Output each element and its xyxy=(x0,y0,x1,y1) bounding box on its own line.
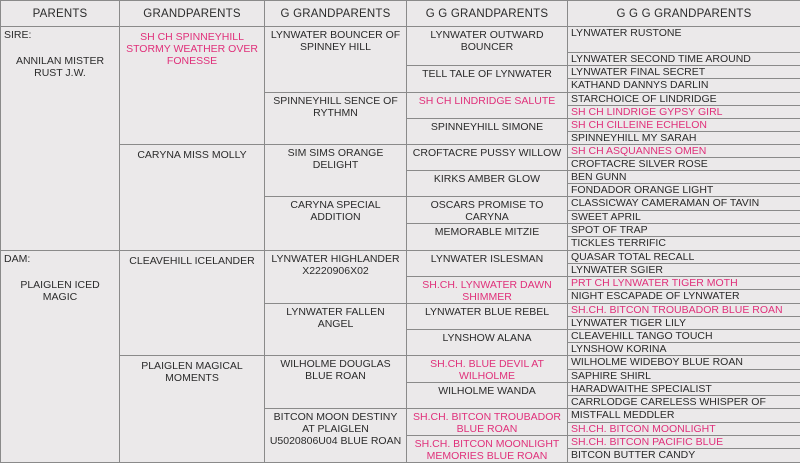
dam-ggg-grandparent-7: CLEAVEHILL TANGO TOUCH xyxy=(568,330,800,343)
dam-ggg-grandparent-16: BITCON BUTTER CANDY xyxy=(568,449,800,463)
sire-g-grandparent-2: SPINNEYHILL SENCE OF RYTHMN xyxy=(265,93,407,145)
sire-gg-grandparent-1: LYNWATER OUTWARD BOUNCER xyxy=(407,27,568,66)
dam-ggg-grandparent-1: QUASAR TOTAL RECALL xyxy=(568,251,800,264)
dam-gg-grandparent-6: WILHOLME WANDA xyxy=(407,383,568,409)
sire-g-grandparent-4: CARYNA SPECIAL ADDITION xyxy=(265,197,407,251)
dam-ggg-grandparent-10: SAPHIRE SHIRL xyxy=(568,369,800,383)
header-ggg-grandparents: G G G GRANDPARENTS xyxy=(568,1,800,27)
dam-name: PLAIGLEN ICED MAGIC xyxy=(4,279,116,303)
sire-ggg-grandparent-3: LYNWATER FINAL SECRET xyxy=(568,66,800,79)
sire-gg-grandparent-7: OSCARS PROMISE TO CARYNA xyxy=(407,197,568,224)
sire-ggg-grandparent-14: SWEET APRIL xyxy=(568,210,800,224)
header-row xyxy=(1,1,800,27)
sire-ggg-grandparent-4: KATHAND DANNYS DARLIN xyxy=(568,79,800,93)
dam-gg-grandparent-5: SH.CH. BLUE DEVIL AT WILHOLME xyxy=(407,356,568,383)
dam-ggg-grandparent-8: LYNSHOW KORINA xyxy=(568,343,800,356)
dam-g-grandparent-1: LYNWATER HIGHLANDER X2220906X02 xyxy=(265,251,407,304)
sire-ggg-grandparent-11: BEN GUNN xyxy=(568,171,800,184)
sire-gg-grandparent-6: KIRKS AMBER GLOW xyxy=(407,171,568,197)
dam-gg-grandparent-2: SH.CH. LYNWATER DAWN SHIMMER xyxy=(407,277,568,304)
sire-ggg-grandparent-1: LYNWATER RUSTONE xyxy=(568,27,800,53)
dam-ggg-grandparent-12: CARRLODGE CARELESS WHISPER OF xyxy=(568,396,800,409)
sire-name: ANNILAN MISTER RUST J.W. xyxy=(4,55,116,79)
sire-ggg-grandparent-6: SH CH LINDRIGE GYPSY GIRL xyxy=(568,106,800,119)
dam-ggg-grandparent-14: SH.CH. BITCON MOONLIGHT xyxy=(568,422,800,436)
dam-ggg-grandparent-9: WILHOLME WIDEBOY BLUE ROAN xyxy=(568,356,800,370)
dam-ggg-grandparent-4: NIGHT ESCAPADE OF LYNWATER xyxy=(568,290,800,304)
dam-ggg-grandparent-6: LYNWATER TIGER LILY xyxy=(568,317,800,330)
sire-label: SIRE: xyxy=(4,29,116,41)
dam-ggg-grandparent-5: SH.CH. BITCON TROUBADOR BLUE ROAN xyxy=(568,304,800,317)
dam-gg-grandparent-1: LYNWATER ISLESMAN xyxy=(407,251,568,277)
header-parents: PARENTS xyxy=(1,1,120,27)
dam-ggg-grandparent-3: PRT CH LYNWATER TIGER MOTH xyxy=(568,277,800,290)
sire-ggg-grandparent-2: LYNWATER SECOND TIME AROUND xyxy=(568,53,800,66)
sire-ggg-grandparent-12: FONDADOR ORANGE LIGHT xyxy=(568,184,800,197)
sire-ggg-grandparent-9: SH CH ASQUANNES OMEN xyxy=(568,145,800,158)
sire-ggg-grandparent-13: CLASSICWAY CAMERAMAN OF TAVIN xyxy=(568,197,800,211)
dam-ggg-grandparent-11: HARADWAITHE SPECIALIST xyxy=(568,383,800,396)
dam-g-grandparent-3: WILHOLME DOUGLAS BLUE ROAN xyxy=(265,356,407,409)
sire-grandparent-2: CARYNA MISS MOLLY xyxy=(120,145,265,251)
sire-ggg-grandparent-16: TICKLES TERRIFIC xyxy=(568,237,800,251)
dam-ggg-grandparent-13: MISTFALL MEDDLER xyxy=(568,409,800,423)
dam-grandparent-2: PLAIGLEN MAGICAL MOMENTS xyxy=(120,356,265,463)
sire-g-grandparent-3: SIM SIMS ORANGE DELIGHT xyxy=(265,145,407,197)
dam-cell xyxy=(1,251,120,463)
sire-ggg-grandparent-15: SPOT OF TRAP xyxy=(568,224,800,237)
dam-gg-grandparent-3: LYNWATER BLUE REBEL xyxy=(407,304,568,330)
sire-gg-grandparent-2: TELL TALE OF LYNWATER xyxy=(407,66,568,93)
dam-grandparent-1: CLEAVEHILL ICELANDER xyxy=(120,251,265,356)
header-grandparents: GRANDPARENTS xyxy=(120,1,265,27)
sire-ggg-grandparent-8: SPINNEYHILL MY SARAH xyxy=(568,132,800,145)
sire-ggg-grandparent-7: SH CH CILLEINE ECHELON xyxy=(568,119,800,132)
dam-ggg-grandparent-15: SH.CH. BITCON PACIFIC BLUE xyxy=(568,436,800,449)
header-g-grandparents: G GRANDPARENTS xyxy=(265,1,407,27)
dam-ggg-grandparent-2: LYNWATER SGIER xyxy=(568,264,800,277)
sire-ggg-grandparent-10: CROFTACRE SILVER ROSE xyxy=(568,158,800,171)
sire-gg-grandparent-4: SPINNEYHILL SIMONE xyxy=(407,119,568,145)
sire-ggg-grandparent-5: STARCHOICE OF LINDRIDGE xyxy=(568,93,800,106)
dam-g-grandparent-4: BITCON MOON DESTINY AT PLAIGLEN U5020806U04 BLUE ROAN xyxy=(265,409,407,463)
sire-gg-grandparent-8: MEMORABLE MITZIE xyxy=(407,224,568,251)
sire-gg-grandparent-3: SH CH LINDRIDGE SALUTE xyxy=(407,93,568,119)
dam-label: DAM: xyxy=(4,253,116,265)
sire-g-grandparent-1: LYNWATER BOUNCER OF SPINNEY HILL xyxy=(265,27,407,93)
dam-gg-grandparent-4: LYNSHOW ALANA xyxy=(407,330,568,356)
dam-gg-grandparent-7: SH.CH. BITCON TROUBADOR BLUE ROAN xyxy=(407,409,568,436)
dam-g-grandparent-2: LYNWATER FALLEN ANGEL xyxy=(265,304,407,356)
sire-gg-grandparent-5: CROFTACRE PUSSY WILLOW xyxy=(407,145,568,171)
header-gg-grandparents: G G GRANDPARENTS xyxy=(407,1,568,27)
sire-grandparent-1: SH CH SPINNEYHILL STORMY WEATHER OVER FONESSE xyxy=(120,27,265,145)
sire-cell xyxy=(1,27,120,251)
dam-gg-grandparent-8: SH.CH. BITCON MOONLIGHT MEMORIES BLUE ROAN xyxy=(407,436,568,463)
